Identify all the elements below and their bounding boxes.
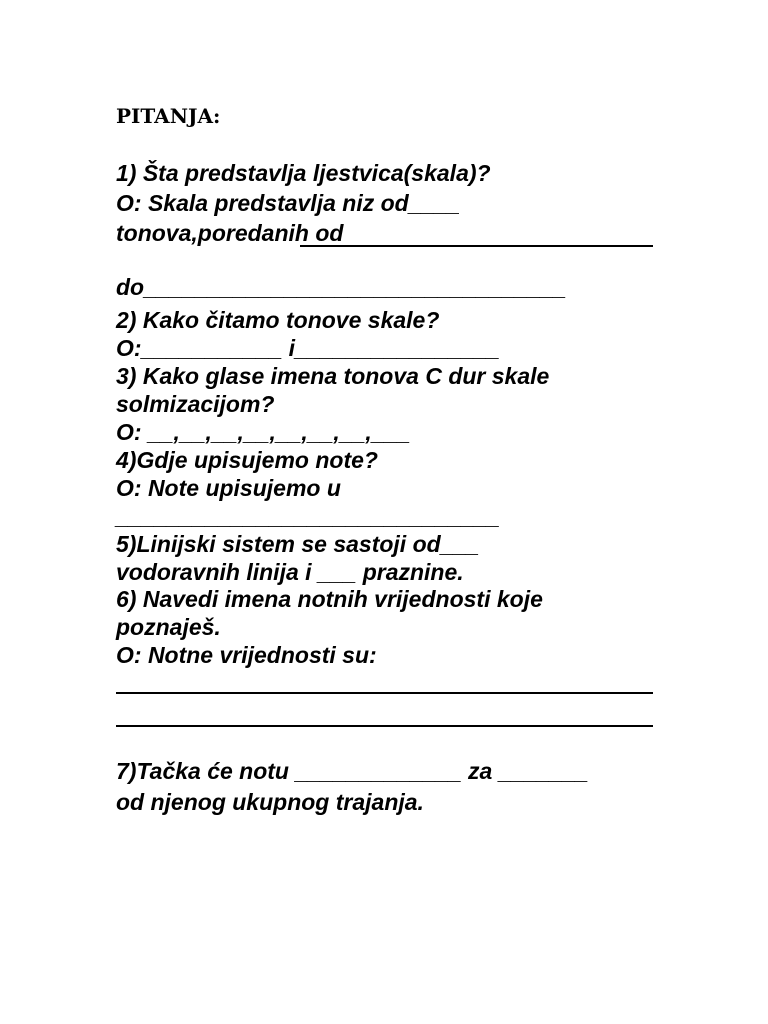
answer-1-line-1: O: Skala predstavlja niz od____: [116, 190, 460, 216]
question-1: 1) Šta predstavlja ljestvica(skala)?: [116, 160, 491, 186]
answer-6-rule-1: [116, 692, 653, 694]
answer-1-line-3: do_________________________________: [116, 274, 567, 300]
question-7-line-2: od njenog ukupnog trajanja.: [116, 789, 424, 815]
question-6-line-2: poznaješ.: [116, 614, 221, 640]
answer-3: O: __,__,__,__,__,__,__,___: [116, 419, 411, 445]
answer-4: O: Note upisujemo u: [116, 475, 341, 501]
answer-6-rule-2: [116, 725, 653, 727]
question-6-line-1: 6) Navedi imena notnih vrijednosti koje: [116, 586, 543, 612]
answer-2: O:___________ i________________: [116, 335, 500, 361]
question-4: 4)Gdje upisujemo note?: [116, 447, 378, 473]
answer-4-blank: ______________________________: [116, 503, 500, 529]
question-5-line-2: vodoravnih linija i ___ praznine.: [116, 559, 464, 585]
answer-6: O: Notne vrijednosti su:: [116, 642, 377, 668]
question-3-line-2: solmizacijom?: [116, 391, 275, 417]
question-3-line-1: 3) Kako glase imena tonova C dur skale: [116, 363, 550, 389]
question-5-line-1: 5)Linijski sistem se sastoji od___: [116, 531, 480, 557]
page-heading: PITANJA:: [116, 104, 221, 128]
answer-1-blank-rule: [300, 245, 653, 247]
question-2: 2) Kako čitamo tonove skale?: [116, 307, 440, 333]
question-7-line-1: 7)Tačka će notu _____________ za _______: [116, 758, 589, 784]
answer-1-line-2: tonova,poredanih od: [116, 220, 344, 246]
